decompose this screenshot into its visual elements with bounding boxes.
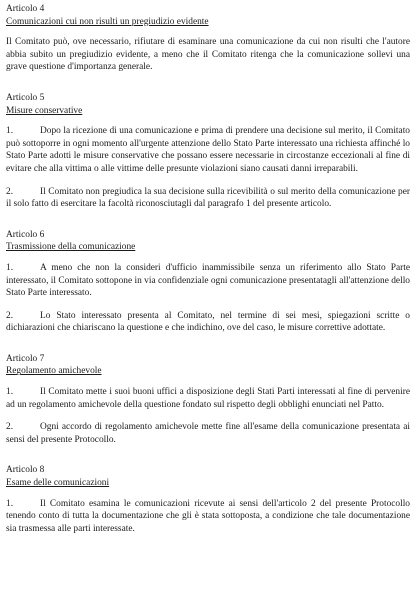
article-7 <box>6 353 410 447</box>
article-title: Regolamento amichevole <box>6 366 102 377</box>
paragraph-text: Il Comitato può, ove necessario, rifiutare di esaminare una comunicazione da cui non risulti che l'autore abbia subito un pregiudizio evidente, a meno che il Comitato ritenga che la comunicazione sollevi una grave questione d'importanza generale. <box>6 37 410 73</box>
article-6 <box>6 229 410 335</box>
article-label: Articolo 5 <box>6 92 45 103</box>
paragraph-text: Lo Stato interessato presenta al Comitato, nel termine di sei mesi, spiegazioni scritte o dichiarazioni che chiariscano la questione e che indichino, ove del caso, le misure correttive adottate. <box>6 310 410 334</box>
paragraph <box>6 186 410 211</box>
paragraph-text: Il Comitato non pregiudica la sua decisione sulla ricevibilità o sul merito della comunicazione per il solo fatto di esercitare la facoltà riconosciutagli dal paragrafo 1 del presente articolo. <box>6 186 410 210</box>
article-title: Comunicazioni cui non risulti un pregiudizio evidente <box>6 16 209 27</box>
spacer <box>6 446 410 464</box>
paragraph-number: 1. <box>6 387 14 398</box>
paragraph-number: 2. <box>6 186 14 197</box>
paragraph-text: Dopo la ricezione di una comunicazione e prima di prendere una decisione sul merito, il Comitato può sottoporre in ogni momento all'urgente attenzione dello Stato Parte interessato una richiesta affinché lo Stato Parte adotti le misure conservative che possano essere necessarie in circostanze eccezionali al fine di evitare che alla vittima o alle vittime delle presunte violazioni siano causati danni irreparabili. <box>6 126 410 174</box>
paragraph-number: 1. <box>6 498 14 509</box>
article-label: Articolo 8 <box>6 465 45 476</box>
article-label: Articolo 7 <box>6 353 45 364</box>
article-8 <box>6 464 410 535</box>
paragraph <box>6 498 410 536</box>
paragraph <box>6 262 410 300</box>
paragraph-text: Il Comitato mette i suoi buoni uffici a disposizione degli Stati Parti interessati al fine di pervenire ad un regolamento amichevole della questione fondato sul rispetto degli obblighi enunciati nel Patto. <box>6 387 410 410</box>
paragraph <box>6 36 410 74</box>
paragraph <box>6 421 410 446</box>
spacer <box>6 335 410 353</box>
article-label: Articolo 4 <box>6 4 45 14</box>
article-title: Misure conservative <box>6 105 83 116</box>
spacer <box>6 74 410 92</box>
paragraph <box>6 125 410 175</box>
article-title: Esame delle comunicazioni <box>6 478 110 489</box>
paragraph-number: 1. <box>6 126 14 137</box>
paragraph-text: Il Comitato esamina le comunicazioni ricevute ai sensi dell'articolo 2 del presente Protocollo tenendo conto di tutta la documentazione che gli è stata sottoposta, a condizione che tale documentazione sia trasmessa alle parti interessate. <box>6 498 410 534</box>
article-4 <box>6 3 410 74</box>
paragraph <box>6 386 410 411</box>
spacer <box>6 211 410 229</box>
paragraph-text: Ogni accordo di regolamento amichevole mette fine all'esame della comunicazione presentata ai sensi del presente Protocollo. <box>6 422 410 445</box>
paragraph-number: 1. <box>6 262 14 273</box>
paragraph-number: 2. <box>6 310 14 321</box>
paragraph-number: 2. <box>6 422 14 433</box>
paragraph <box>6 310 410 335</box>
article-title: Trasmissione della comunicazione <box>6 242 136 253</box>
paragraph-text: A meno che non la consideri d'ufficio inammissibile senza un riferimento allo Stato Parte interessato, il Comitato sottopone in via confidenziale ogni comunicazione presentatagli all'attenzione dello Stato Parte interessato. <box>6 262 410 299</box>
article-label: Articolo 6 <box>6 229 45 240</box>
article-5 <box>6 92 410 211</box>
